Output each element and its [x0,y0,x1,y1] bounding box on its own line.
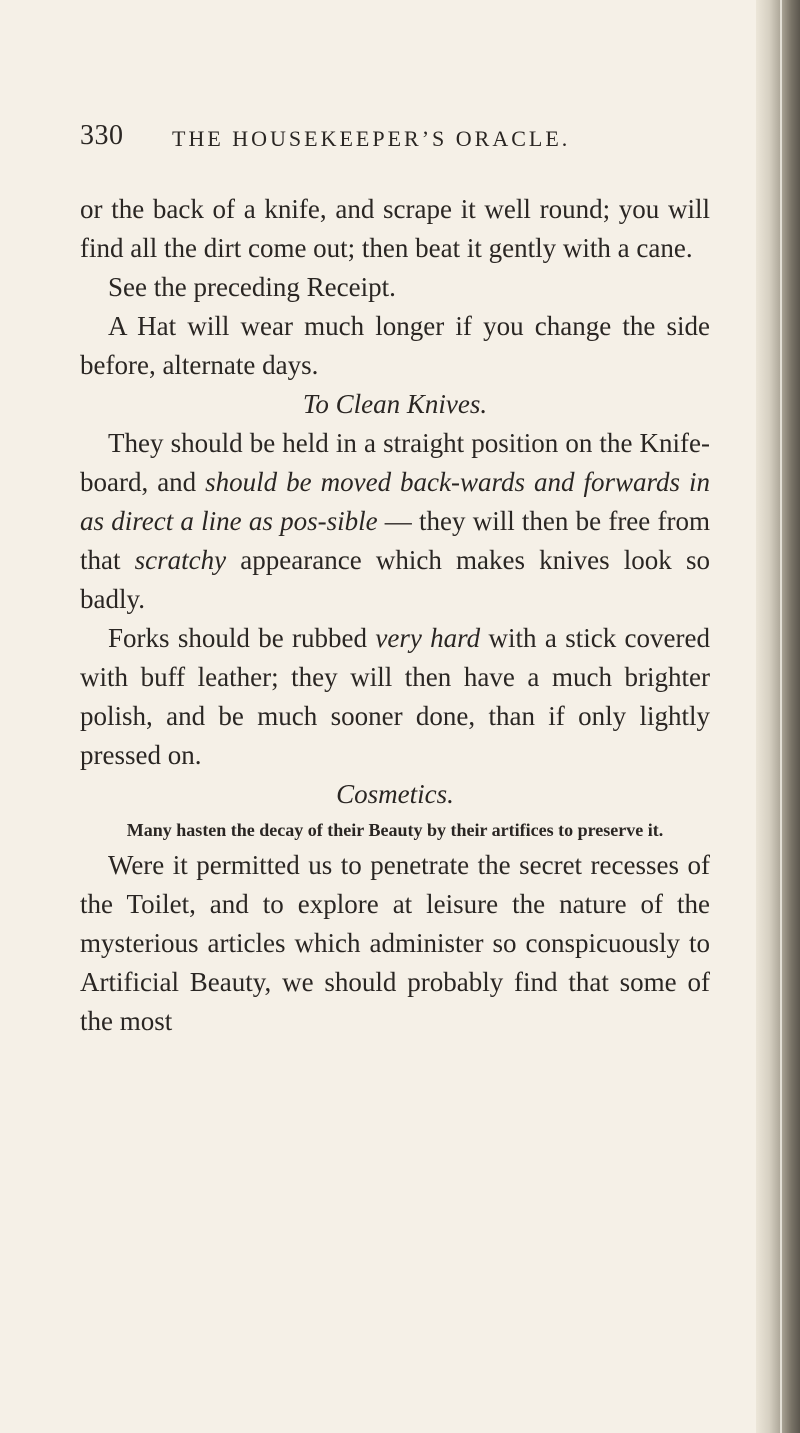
heading-cosmetics: Cosmetics. [336,779,454,809]
book-spine-shadow [756,0,800,1433]
emphasis-move-backwards: should be moved back-wards and forwards in as direct a line as pos-sible [80,467,710,536]
paragraph-knives: They should be held in a straight position on the Knife-board, and should be moved back-wards and forwards in as direct a line as pos-sible — they will then be free from that scratchy appearance which makes knives look so badly. [80,428,710,614]
paragraph-toilet: Were it permitted us to penetrate the secret recesses of the Toilet, and to explore at leisure the nature of the mysterious articles which administer so conspicuously to Artificial Beauty, we should probably find that some of the most [80,850,710,1036]
running-title: THE HOUSEKEEPER’S ORACLE. [172,126,571,151]
emphasis-very-hard: very hard [375,623,481,653]
emphasis-scratchy: scratchy [134,545,227,575]
page-header [80,120,720,170]
paragraph-hat-cleaning: or the back of a knife, and scrape it well round; you will find all the dirt come out; then beat it gently with a cane. [80,194,710,263]
paragraph-hat-wear: A Hat will wear much longer if you change the side before, alternate days. [80,311,710,380]
page-body [80,190,710,1041]
paragraph-see-receipt: See the preceding Receipt. [108,272,396,302]
page-edge-highlight [780,0,782,1433]
paragraph-forks: Forks should be rubbed very hard with a stick covered with buff leather; they will then have a much brighter polish, and be much sooner done, than if only lightly pressed on. [80,623,710,770]
heading-clean-knives: To Clean Knives. [302,389,488,419]
page-number: 330 [80,120,124,151]
epigraph-beauty: Many hasten the decay of their Beauty by their artifices to preserve it. [126,820,664,840]
